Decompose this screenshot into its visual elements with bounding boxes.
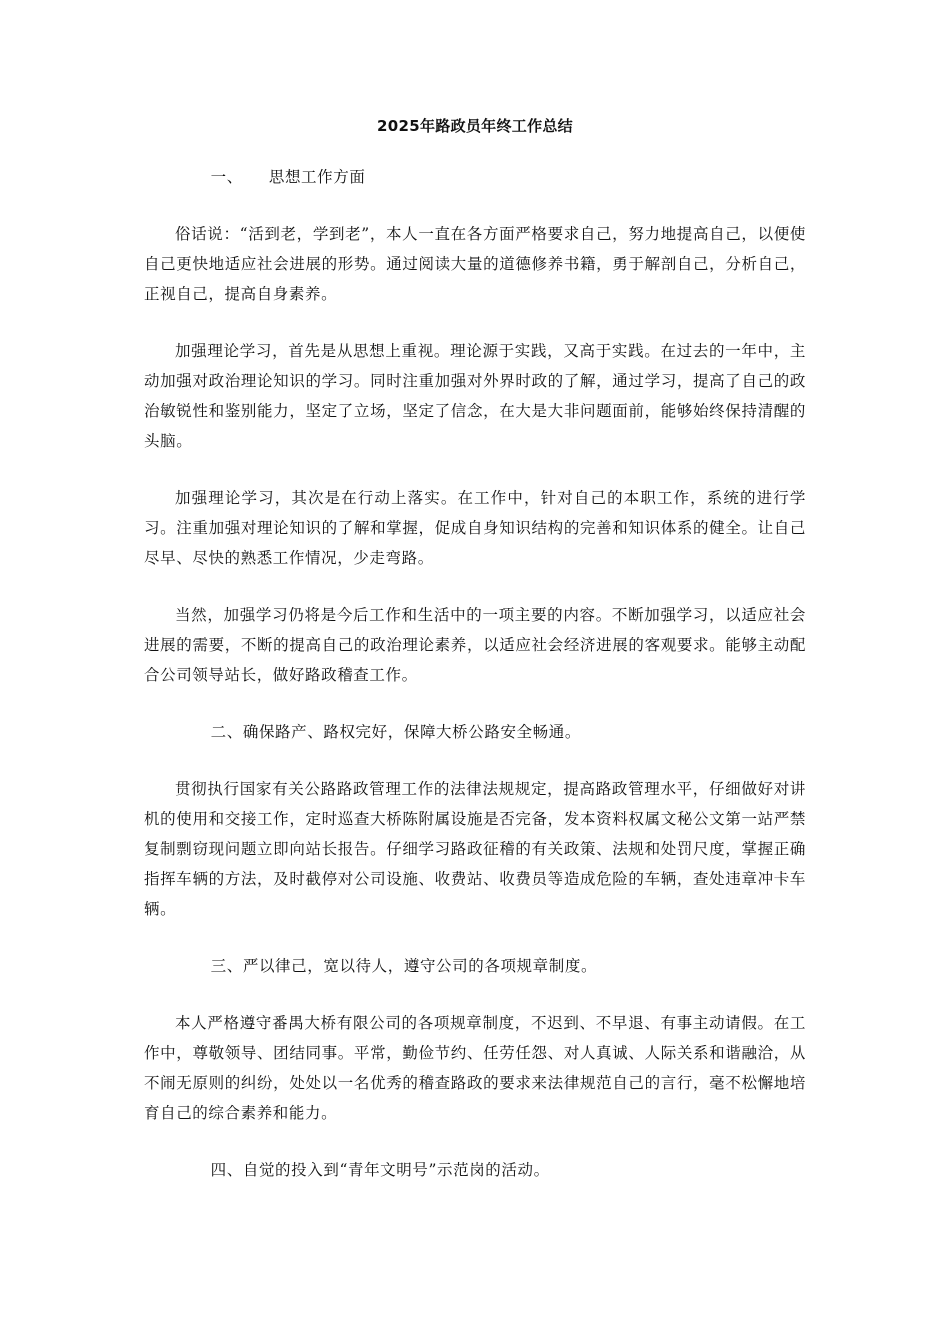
document-title: 2025年路政员年终工作总结 (377, 117, 573, 135)
section-number-1: 一、 (210, 168, 243, 186)
section-heading-1 (144, 162, 806, 192)
paragraph-3: 加强理论学习，其次是在行动上落实。在工作中，针对自己的本职工作，系统的进行学习。注重加强对理论知识的了解和掌握，促成自身知识结构的完善和知识体系的健全。让自己尽早、尽快的熟悉工作情况，少走弯路。 (144, 489, 806, 567)
paragraph-5: 贯彻执行国家有关公路路政管理工作的法律法规规定，提高路政管理水平，仔细做好对讲机的使用和交接工作，定时巡查大桥陈附属设施是否完备，发本资料权属文秘公文第一站严禁复制剽窃现问题立即向站长报告。仔细学习路政征稽的有关政策、法规和处罚尺度，掌握正确指挥车辆的方法，及时截停对公司设施、收费站、收费员等造成危险的车辆，查处违章冲卡车辆。 (144, 780, 806, 918)
section-heading-4: 四、自觉的投入到“青年文明号”示范岗的活动。 (210, 1161, 550, 1179)
section-heading-2: 二、确保路产、路权完好，保障大桥公路安全畅通。 (210, 723, 581, 741)
paragraph-4: 当然，加强学习仍将是今后工作和生活中的一项主要的内容。不断加强学习，以适应社会进展的需要，不断的提高自己的政治理论素养，以适应社会经济进展的客观要求。能够主动配合公司领导站长，做好路政稽查工作。 (144, 606, 806, 684)
document-body (144, 114, 806, 1212)
paragraph-1: 俗话说：“活到老，学到老”，本人一直在各方面严格要求自己，努力地提高自己，以便使自己更快地适应社会进展的形势。通过阅读大量的道德修养书籍，勇于解剖自己，分析自己，正视自己，提高自身素养。 (144, 225, 806, 303)
section-heading-3: 三、严以律己，宽以待人，遵守公司的各项规章制度。 (210, 957, 598, 975)
paragraph-2: 加强理论学习，首先是从思想上重视。理论源于实践，又高于实践。在过去的一年中，主动加强对政治理论知识的学习。同时注重加强对外界时政的了解，通过学习，提高了自己的政治敏锐性和鉴别能力，坚定了立场，坚定了信念，在大是大非问题面前，能够始终保持清醒的头脑。 (144, 342, 806, 450)
section-title-1: 思想工作方面 (268, 168, 366, 186)
paragraph-6: 本人严格遵守番禺大桥有限公司的各项规章制度，不迟到、不早退、有事主动请假。在工作中，尊敬领导、团结同事。平常，勤俭节约、任劳任怨、对人真诚、人际关系和谐融洽，从不闹无原则的纠纷，处处以一名优秀的稽查路政的要求来法律规范自己的言行，毫不松懈地培育自己的综合素养和能力。 (144, 1014, 806, 1122)
